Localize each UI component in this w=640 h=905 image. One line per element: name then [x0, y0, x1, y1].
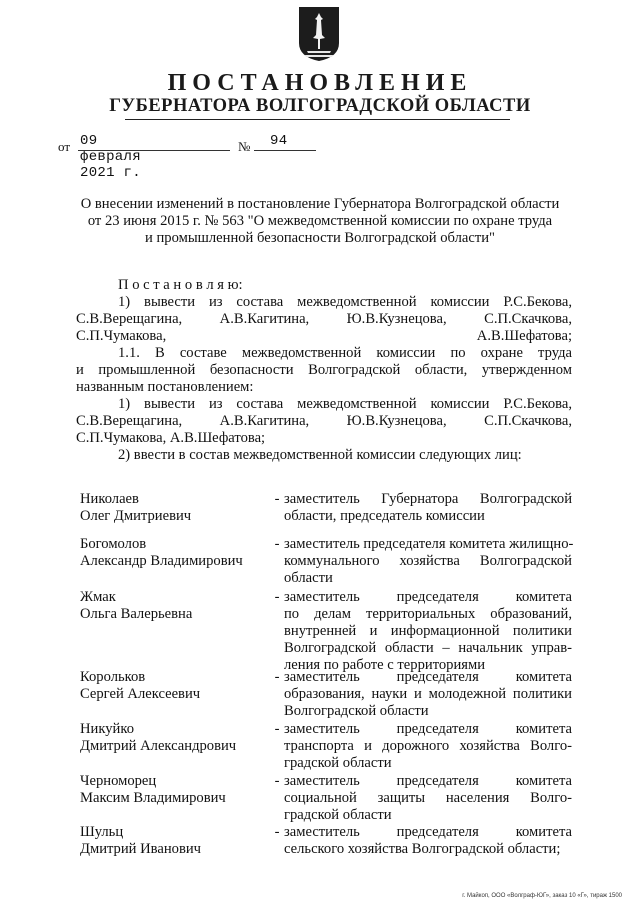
role-line: ления по работе с территориями — [284, 657, 486, 673]
role-line: коммунального хозяйства Волгоградской — [284, 553, 572, 569]
member-name — [80, 491, 270, 525]
role-line: внутренней и информационной политики — [284, 623, 572, 639]
role-line: образования, науки и молодежной политики — [284, 686, 572, 702]
role-line: по делам территориальных образований, — [284, 606, 572, 622]
date-prefix: от — [58, 139, 71, 154]
number-underline — [254, 150, 316, 151]
paragraph-line: названным постановлением: — [76, 379, 254, 395]
role-line: транспорта и дорожного хозяйства Волго- — [284, 738, 572, 754]
member-given-name: Максим Владимирович — [80, 790, 226, 806]
role-line: градской области — [284, 755, 392, 771]
role-line: заместитель председателя комитета — [284, 824, 572, 840]
separator-dash: - — [274, 721, 280, 737]
member-surname: Черноморец — [80, 773, 157, 789]
resolve-heading: П о с т а н о в л я ю: — [118, 277, 243, 293]
paragraph-line: С.В.Верещагина, А.В.Кагитина, Ю.В.Кузнецова, С.П.Скачкова, — [76, 311, 572, 327]
member-given-name: Дмитрий Иванович — [80, 841, 201, 857]
member-surname: Корольков — [80, 669, 146, 685]
role-line: Волгоградской области — [284, 703, 429, 719]
member-name — [80, 773, 270, 807]
paragraph-line: 1) вывести из состава межведомственной комиссии Р.С.Бекова, — [118, 396, 572, 412]
document-date: 09 февраля 2021 г. — [80, 133, 141, 181]
separator-dash: - — [274, 669, 280, 685]
subject-line: и промышленной безопасности Волгоградской области" — [145, 230, 495, 246]
role-line: социальной защиты населения Волго- — [284, 790, 572, 806]
member-surname: Никуйко — [80, 721, 134, 737]
print-footer: г. Майкоп, ООО «Волграф-ЮГ», заказ 10 «Г», тираж 1500 — [462, 893, 622, 899]
member-name — [80, 536, 270, 570]
role-line: заместитель председателя комитета — [284, 773, 572, 789]
member-given-name: Ольга Валерьевна — [80, 606, 193, 622]
member-name — [80, 589, 270, 623]
paragraph-line: 1.1. В составе межведомственной комиссии по охране труда — [118, 345, 572, 361]
member-name — [80, 721, 270, 755]
separator-dash: - — [274, 773, 280, 789]
member-role — [284, 721, 572, 772]
member-role — [284, 669, 572, 720]
paragraph-line: С.В.Верещагина, А.В.Кагитина, Ю.В.Кузнецова, С.П.Скачкова, — [76, 413, 572, 429]
role-line: заместитель председателя комитета — [284, 721, 572, 737]
document-subject — [60, 196, 580, 247]
member-name — [80, 669, 270, 703]
member-surname: Шульц — [80, 824, 124, 840]
number-prefix: № — [238, 139, 251, 154]
coat-of-arms-emblem — [297, 5, 341, 63]
document-subtitle: ГУБЕРНАТОРА ВОЛГОГРАДСКОЙ ОБЛАСТИ — [109, 96, 531, 116]
role-line: сельского хозяйства Волгоградской области; — [284, 841, 561, 857]
member-given-name: Сергей Алексеевич — [80, 686, 201, 702]
member-role — [284, 824, 572, 858]
member-role — [284, 536, 572, 587]
header-divider — [125, 119, 510, 120]
member-role — [284, 491, 572, 525]
member-role — [284, 773, 572, 824]
role-line: Волгоградской области – начальник управ- — [284, 640, 572, 656]
member-surname: Богомолов — [80, 536, 147, 552]
member-surname: Николаев — [80, 491, 139, 507]
subject-line: от 23 июня 2015 г. № 563 "О межведомственной комиссии по охране труда — [87, 213, 553, 229]
paragraph-line: С.П.Чумакова, А.В.Шефатова; — [76, 430, 266, 446]
member-surname: Жмак — [80, 589, 116, 605]
subject-line: О внесении изменений в постановление Губернатора Волгоградской области — [80, 196, 560, 212]
document-number: 94 — [270, 133, 288, 149]
paragraph-line: и промышленной безопасности Волгоградской области, утвержденном — [76, 362, 572, 378]
separator-dash: - — [274, 824, 280, 840]
member-given-name: Дмитрий Александрович — [80, 738, 237, 754]
member-given-name: Александр Владимирович — [80, 553, 243, 569]
date-underline — [78, 150, 230, 151]
role-line: градской области — [284, 807, 392, 823]
role-line: заместитель председателя комитета жилищно- — [284, 536, 574, 552]
role-line: области, председатель комиссии — [284, 508, 485, 524]
role-line: заместитель Губернатора Волгоградской — [284, 491, 572, 507]
role-line: области — [284, 570, 333, 586]
paragraph-line: С.П.Чумакова, А.В.Шефатова; — [76, 328, 572, 344]
separator-dash: - — [274, 491, 280, 507]
document-title: ПОСТАНОВЛЕНИЕ — [167, 70, 473, 96]
paragraph-line: 2) ввести в состав межведомственной комиссии следующих лиц: — [118, 447, 522, 463]
paragraph-line: 1) вывести из состава межведомственной комиссии Р.С.Бекова, — [118, 294, 572, 310]
member-name — [80, 824, 270, 858]
separator-dash: - — [274, 589, 280, 605]
separator-dash: - — [274, 536, 280, 552]
role-line: заместитель председателя комитета — [284, 589, 572, 605]
resolution-text — [76, 277, 572, 464]
member-given-name: Олег Дмитриевич — [80, 508, 192, 524]
member-role — [284, 589, 572, 674]
role-line: заместитель председателя комитета — [284, 669, 572, 685]
